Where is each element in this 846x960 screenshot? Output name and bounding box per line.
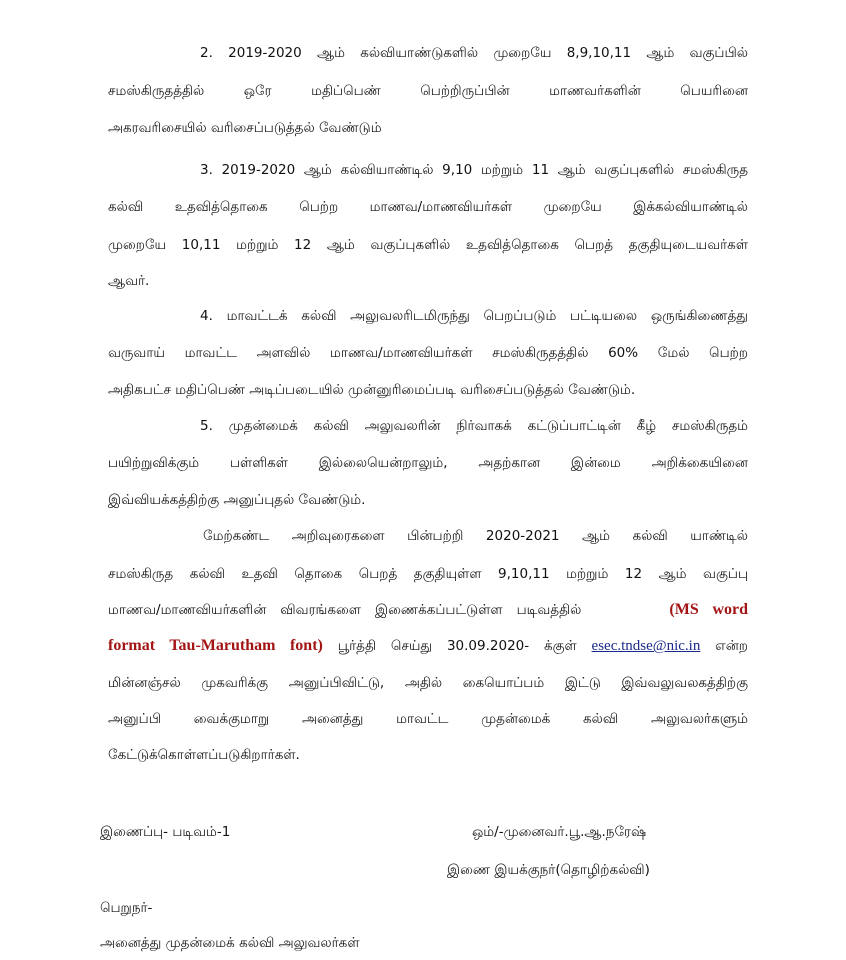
para-5-line-2: பயிற்றுவிக்கும் பள்ளிகள் இல்லையென்றாலும், அதற்கான இன்மை அறிக்கையினை [108, 455, 748, 471]
para-6-line-4-text: பூர்த்தி செய்து 30.09.2020- க்குள் [337, 638, 577, 654]
para-2-line-3: அகரவரிசையில் வரிசைப்படுத்தல் வேண்டும் [108, 120, 382, 136]
recipient-label: பெறுநர்- [100, 900, 153, 916]
para-5-line-3: இவ்வியக்கத்திற்கு அனுப்புதல் வேண்டும். [108, 492, 366, 508]
para-6-line-3-text: மாணவ/மாணவியர்களின் விவரங்களை இணைக்கப்பட்டுள்ள படிவத்தில் [108, 602, 582, 618]
para-4-line-3: அதிகபட்ச மதிப்பெண் அடிப்படையில் முன்னுரிமைப்படி வரிசைப்படுத்தல் வேண்டும். [108, 382, 636, 398]
signature: ஒம்/-முனைவர்.பூ.ஆ.நரேஷ் [472, 824, 647, 840]
para-6-line-7: கேட்டுக்கொள்ளப்படுகிறார்கள். [108, 747, 300, 763]
para-6-line-5: மின்னஞ்சல் முகவரிக்கு அனுப்பிவிட்டு, அதில் கையொப்பம் இட்டு இவ்வலுவலகத்திற்கு [108, 675, 748, 691]
para-5-line-1: 5. முதன்மைக் கல்வி அலுவலரின் நிர்வாகக் கட்டுப்பாட்டின் கீழ் சமஸ்கிருதம் [200, 418, 748, 434]
para-6-line-4 [108, 636, 748, 656]
para-3-line-3: முறையே 10,11 மற்றும் 12 ஆம் வகுப்புகளில் உதவித்தொகை பெறத் தகுதியுடையவர்கள் [108, 237, 748, 253]
designation: இணை இயக்குநர்(தொழிற்கல்வி) [447, 862, 650, 878]
para-4-line-1: 4. மாவட்டக் கல்வி அலுவலரிடமிருந்து பெறப்படும் பட்டியலை ஒருங்கிணைத்து [200, 308, 748, 324]
para-2-line-1: 2. 2019-2020 ஆம் கல்வியாண்டுகளில் முறையே 8,9,10,11 ஆம் வகுப்பில் [200, 45, 748, 61]
para-2-line-2: சமஸ்கிருதத்தில் ஒரே மதிப்பெண் பெற்றிருப்பின் மாணவர்களின் பெயரினை [108, 83, 748, 99]
enclosure-label: இணைப்பு- படிவம்-1 [100, 824, 231, 840]
para-6-line-1: மேற்கண்ட அறிவுரைகளை பின்பற்றி 2020-2021 ஆம் கல்வி யாண்டில் [203, 528, 748, 544]
para-6-line-2: சமஸ்கிருத கல்வி உதவி தொகை பெறத் தகுதியுள்ள 9,10,11 மற்றும் 12 ஆம் வகுப்பு [108, 566, 748, 582]
para-6-line-6: அனுப்பி வைக்குமாறு அனைத்து மாவட்ட முதன்மைக் கல்வி அலுவலர்களும் [108, 711, 748, 727]
para-3-line-1: 3. 2019-2020 ஆம் கல்வியாண்டில் 9,10 மற்றும் 11 ஆம் வகுப்புகளில் சமஸ்கிருத [200, 162, 748, 178]
para-3-line-2: கல்வி உதவித்தொகை பெற்ற மாணவ/மாணவியர்கள் முறையே இக்கல்வியாண்டில் [108, 199, 748, 215]
para-4-line-2: வருவாய் மாவட்ட அளவில் மாணவ/மாணவியர்கள் சமஸ்கிருதத்தில் 60% மேல் பெற்ற [108, 345, 748, 361]
para-6-line-3 [108, 600, 748, 620]
email-link[interactable]: esec.tndse@nic.in [591, 638, 701, 654]
para-3-line-4: ஆவர். [108, 273, 150, 289]
para-6-line-4-tail: என்ற [715, 638, 748, 654]
recipient: அனைத்து முதன்மைக் கல்வி அலுவலர்கள் [100, 935, 360, 951]
format-note-end: format Tau-Marutham font) [108, 637, 323, 654]
format-note-start: (MS word [669, 601, 749, 618]
